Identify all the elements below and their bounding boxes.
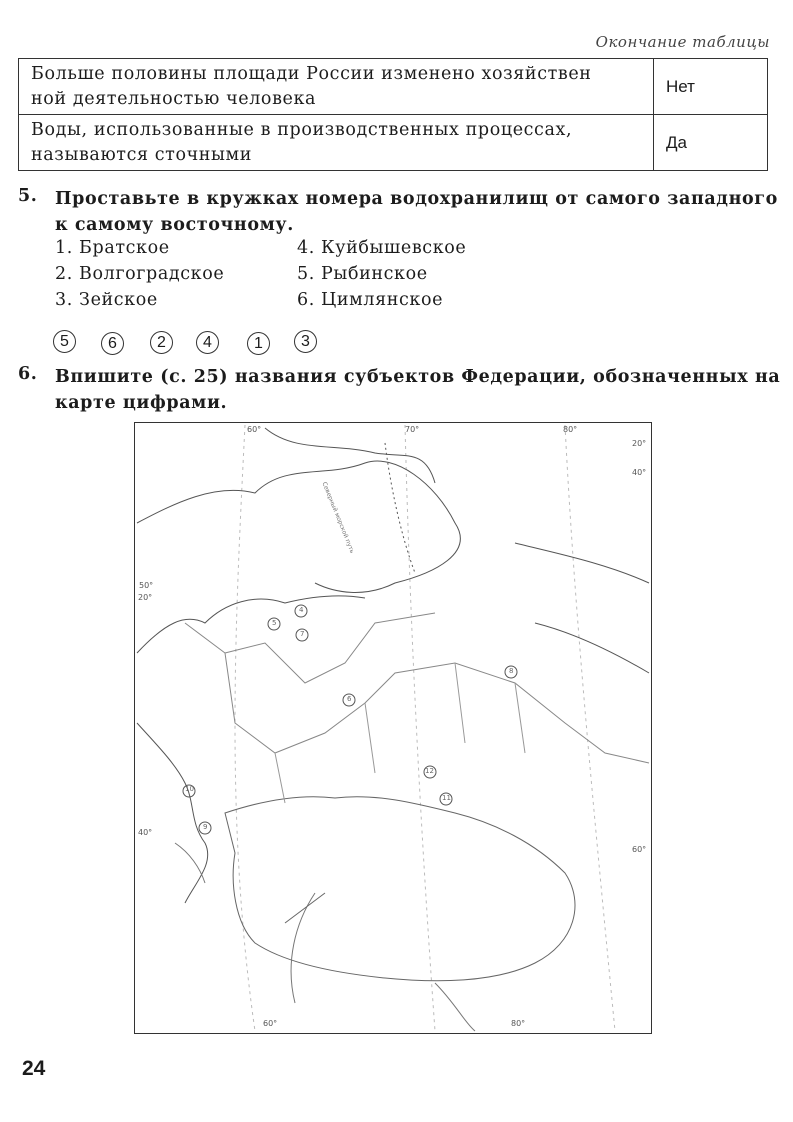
answer-circle[interactable]: 6	[101, 332, 124, 355]
meridian-label: 80°	[563, 425, 578, 434]
parallel-label: 50°	[139, 581, 154, 590]
parallel-label: 60°	[632, 845, 647, 854]
parallel-label: 40°	[632, 468, 647, 477]
answer-circle[interactable]: 2	[150, 331, 173, 354]
answer-circle[interactable]: 1	[247, 332, 270, 355]
answers-table	[18, 58, 768, 171]
statement-line: называются сточными	[31, 145, 253, 165]
outline-map	[134, 422, 652, 1034]
statement-line: Больше половины площади России изменено хозяйствен	[31, 64, 592, 84]
parallel-label: 20°	[632, 439, 647, 448]
statement-cell	[19, 59, 654, 115]
meridian-label: 60°	[247, 425, 262, 434]
region-marker-label: 5	[272, 619, 277, 627]
answer-cell: Нет	[654, 59, 768, 115]
table-row	[19, 115, 768, 171]
statement-line: ной деятельностью человека	[31, 89, 317, 109]
region-marker-label: 8	[509, 667, 514, 675]
option-item: 4. Куйбышевское	[297, 238, 467, 258]
meridian-label: 70°	[405, 425, 420, 434]
option-item: 2. Волгоградское	[55, 264, 225, 284]
table-caption: Окончание таблицы	[595, 33, 770, 51]
region-marker-label: 11	[442, 794, 451, 802]
region-marker-label: 4	[299, 606, 304, 614]
task-question-line: карте цифрами.	[55, 393, 228, 413]
region-marker-label: 9	[203, 823, 208, 831]
statement-cell	[19, 115, 654, 171]
answer-cell: Да	[654, 115, 768, 171]
table-row	[19, 59, 768, 115]
answer-circle[interactable]: 4	[196, 331, 219, 354]
parallel-label: 40°	[138, 828, 153, 837]
option-item: 1. Братское	[55, 238, 170, 258]
region-marker-label: 10	[185, 785, 194, 793]
task-number: 6.	[18, 364, 38, 384]
meridian-label: 80°	[511, 1019, 526, 1028]
answer-circle[interactable]: 3	[294, 330, 317, 353]
task-question-line: к самому восточному.	[55, 215, 294, 235]
statement-line: Воды, использованные в производственных процессах,	[31, 120, 573, 140]
sea-route-label: Северный морской путь	[320, 481, 356, 555]
page-number: 24	[22, 1057, 46, 1080]
answer-circle[interactable]: 5	[53, 330, 76, 353]
task-number: 5.	[18, 186, 38, 206]
region-marker-label: 12	[425, 767, 434, 775]
region-marker-label: 6	[347, 695, 352, 703]
parallel-label: 20°	[138, 593, 153, 602]
region-marker-label: 7	[300, 630, 305, 638]
option-item: 3. Зейское	[55, 290, 158, 310]
option-item: 5. Рыбинское	[297, 264, 428, 284]
option-item: 6. Цимлянское	[297, 290, 444, 310]
meridian-label: 60°	[263, 1019, 278, 1028]
outline-map-drawing	[135, 423, 651, 1033]
task-question-line: Проставьте в кружках номера водохранилищ от самого западного	[55, 189, 778, 209]
task-question-line: Впишите (с. 25) названия субъектов Федерации, обозначенных на	[55, 367, 781, 387]
